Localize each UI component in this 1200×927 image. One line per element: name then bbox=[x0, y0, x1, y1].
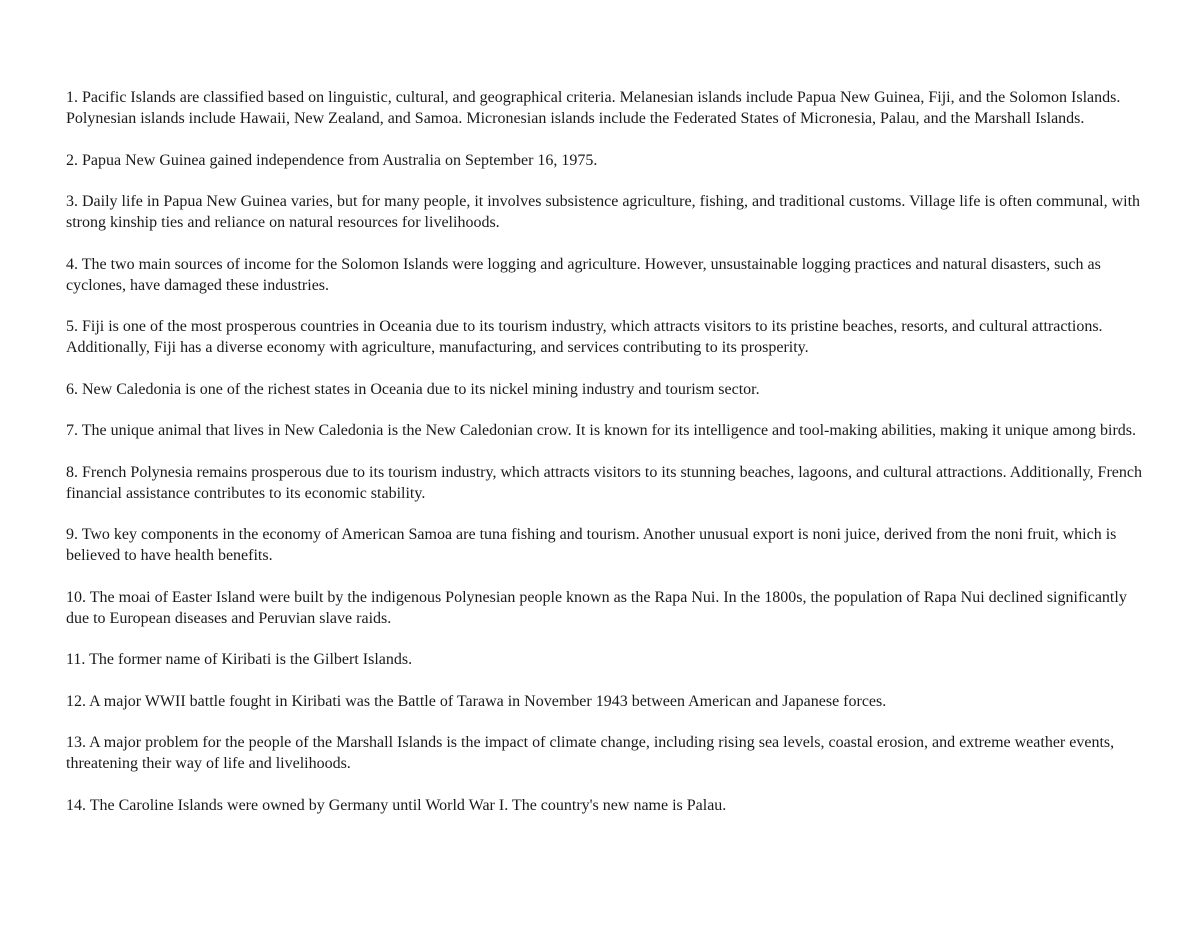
answer-3: 3. Daily life in Papua New Guinea varies, but for many people, it involves subsistence agriculture, fishing, and traditional customs. Village life is often communal, with strong kinship ties and reliance on natural resources for livelihoods. bbox=[66, 193, 1141, 231]
answer-8: 8. French Polynesia remains prosperous due to its tourism industry, which attracts visitors to its stunning beaches, lagoons, and cultural attractions. Additionally, French financial assistance contributes to its economic stability. bbox=[66, 463, 1142, 502]
answer-14: 14. The Caroline Islands were owned by Germany until World War I. The country's new name is Palau. bbox=[66, 796, 727, 814]
answer-5: 5. Fiji is one of the most prosperous countries in Oceania due to its tourism industry, which attracts visitors to its pristine beaches, resorts, and cultural attractions. Additionally, Fiji has a diverse economy with agriculture, manufacturing, and services contributing to its prosperity. bbox=[66, 318, 1103, 356]
answer-4: 4. The two main sources of income for the Solomon Islands were logging and agriculture. However, unsustainable logging practices and natural disasters, such as cyclones, have damaged these industries. bbox=[66, 255, 1101, 294]
answer-6: 6. New Caledonia is one of the richest states in Oceania due to its nickel mining industry and tourism sector. bbox=[66, 380, 760, 398]
answer-9: 9. Two key components in the economy of American Samoa are tuna fishing and tourism. Another unusual export is noni juice, derived from the noni fruit, which is believed to have health benefits. bbox=[66, 526, 1117, 564]
document-page bbox=[66, 87, 1146, 836]
answer-2: 2. Papua New Guinea gained independence from Australia on September 16, 1975. bbox=[66, 151, 598, 169]
answer-13: 13. A major problem for the people of the Marshall Islands is the impact of climate change, including rising sea levels, coastal erosion, and extreme weather events, threatening their way of life and livelihoods. bbox=[66, 734, 1115, 772]
answer-11: 11. The former name of Kiribati is the Gilbert Islands. bbox=[66, 651, 413, 668]
answer-10: 10. The moai of Easter Island were built by the indigenous Polynesian people known as the Rapa Nui. In the 1800s, the population of Rapa Nui declined significantly due to European diseases and Peruvian slave raids. bbox=[66, 588, 1127, 627]
answer-12: 12. A major WWII battle fought in Kiribati was the Battle of Tarawa in November 1943 between American and Japanese forces. bbox=[66, 692, 887, 710]
answer-1: 1. Pacific Islands are classified based on linguistic, cultural, and geographical criteria. Melanesian islands include Papua New Guinea, Fiji, and the Solomon Islands. Polynesian islands include Hawaii, New Zealand, and Samoa. Micronesian islands include the Federated States of Micronesia, Palau, and the Marshall Islands. bbox=[66, 89, 1121, 127]
answer-7: 7. The unique animal that lives in New Caledonia is the New Caledonian crow. It is known for its intelligence and tool-making abilities, making it unique among birds. bbox=[66, 422, 1136, 439]
